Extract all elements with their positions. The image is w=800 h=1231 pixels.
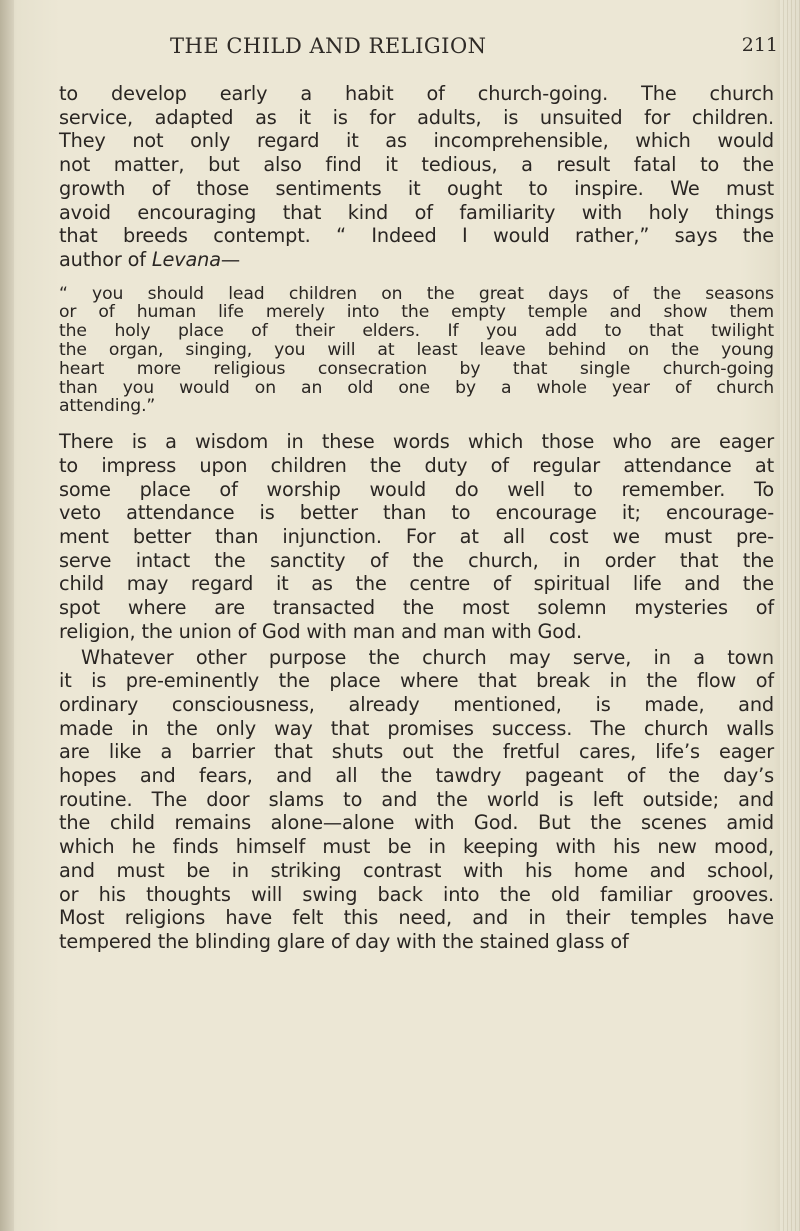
text-line: or his thoughts will swing back into the old familiar grooves. (59, 882, 774, 906)
paragraph-3 (59, 646, 774, 954)
text-line: the organ, singing, you will at least leave behind on the young (59, 340, 774, 361)
running-title: THE CHILD AND RELIGION (170, 34, 487, 58)
text-line: that breeds contempt. “ Indeed I would rather,” says the (59, 224, 774, 248)
text-line: hopes and fears, and all the tawdry pageant of the day’s (59, 764, 774, 788)
page-gutter (0, 0, 14, 1231)
page-body (59, 82, 774, 954)
text-line: routine. The door slams to and the world is left outside; and (59, 787, 774, 811)
paragraph-1 (59, 82, 774, 272)
text-line: than you would on an old one by a whole year of church (59, 377, 774, 398)
text-line: child may regard it as the centre of spiritual life and the (59, 572, 774, 596)
text-line: growth of those sentiments it ought to inspire. We must (59, 176, 774, 200)
text-line: and must be in striking contrast with his home and school, (59, 858, 774, 882)
text-line: There is a wisdom in these words which those who are eager (59, 430, 774, 454)
text-line: it is pre-eminently the place where that break in the flow of (59, 669, 774, 693)
text-line: made in the only way that promises success. The church walls (59, 716, 774, 740)
text-line: or of human life merely into the empty temple and show them (59, 302, 774, 323)
text-line: to develop early a habit of church-going. The church (59, 82, 774, 105)
text-line: ment better than injunction. For at all cost we must pre- (59, 525, 774, 549)
text-line: to impress upon children the duty of regular attendance at (59, 453, 774, 477)
text-line: Most religions have felt this need, and in their temples have (59, 906, 774, 930)
text-line: ordinary consciousness, already mentioned, is made, and (59, 692, 774, 716)
text-line: serve intact the sanctity of the church, in order that the (59, 548, 774, 572)
paragraph-2 (59, 430, 774, 643)
text-line: Whatever other purpose the church may serve, in a town (81, 645, 774, 669)
text-line: “ you should lead children on the great days of the seasons (59, 283, 774, 304)
text-line: which he finds himself must be in keeping with his new mood, (59, 835, 774, 859)
text-line: heart more religious consecration by that single church-going (59, 358, 774, 379)
text-line: the child remains alone—alone with God. But the scenes amid (59, 811, 774, 835)
text-line: veto attendance is better than to encourage it; encourage- (59, 501, 774, 525)
text-line: spot where are transacted the most solemn mysteries of (59, 596, 774, 620)
text-line: religion, the union of God with man and man with God. (59, 619, 583, 643)
text-line: service, adapted as it is for adults, is unsuited for children. (59, 105, 774, 129)
text-line: They not only regard it as incomprehensible, which would (59, 129, 774, 153)
page-edge (780, 0, 800, 1231)
text-line: not matter, but also find it tedious, a result fatal to the (59, 153, 774, 177)
text-line: author of Levana— (59, 247, 240, 271)
text-line: are like a barrier that shuts out the fretful cares, life’s eager (59, 740, 774, 764)
text-line: the holy place of their elders. If you add to that twilight (59, 321, 774, 342)
text-line: attending.” (59, 396, 156, 417)
text-line: avoid encouraging that kind of familiarity with holy things (59, 200, 774, 224)
text-line: some place of worship would do well to remember. To (59, 477, 774, 501)
page-number: 211 (741, 34, 778, 56)
page-header (60, 34, 780, 70)
text-line: tempered the blinding glare of day with the stained glass of (59, 929, 629, 953)
block-quote (59, 285, 774, 417)
